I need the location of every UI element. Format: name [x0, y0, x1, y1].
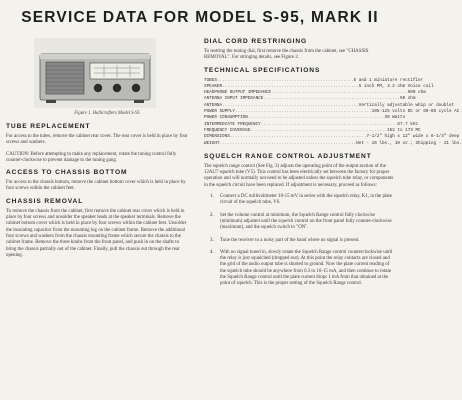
- step-text: Tune the receiver to a noisy part of the band where no signal is present.: [220, 237, 360, 243]
- figure-caption: Figure 1. Hallicrafters Model S-95: [74, 111, 140, 116]
- spec-leader: .....................................................: [260, 121, 398, 127]
- spec-value: 30 Watts: [384, 115, 406, 121]
- step-text: Connect a DC millivoltmeter 10-15 mV in series with the squelch relay, K1, in the plate circuit of the squelch tube, V6.: [220, 194, 392, 206]
- dial-cord-heading: DIAL CORD RESTRINGING: [204, 38, 308, 45]
- page-title: SERVICE DATA FOR MODEL S-95, MARK II: [21, 9, 379, 26]
- tube-replacement-caution: CAUTION: Before attempting to make any replacement, rotate the tuning control fully counter-clockwise to prevent damage to the tuning gang.: [6, 151, 177, 163]
- squelch-paragraph: The squelch range control (See Fig. 3) adjusts the operating point of the output section of the 12AU7 squelch tube (V5). This control has been electrically set between the factory for proper operation and will normally not need to be adjusted unless the squelch tube relay, or components in the squelch circuit have been replaced. If adjustment is necessary, proceed as follows:: [204, 163, 394, 188]
- spec-leader: .....................................................: [229, 134, 367, 140]
- spec-value: 57.7 kHz: [397, 121, 419, 127]
- chassis-access-heading: ACCESS TO CHASSIS BOTTOM: [6, 169, 128, 177]
- step-text: Set the volume control at minimum, the Squelch Range control fully clockwise (minimum) adjusted until the squelch control on the front panel fully counter-clockwise (maximum), and the squelch switch to "ON".: [220, 212, 392, 231]
- spec-label: INTERMEDIATE FREQUENCY: [204, 121, 261, 127]
- spec-leader: .....................................................: [271, 90, 408, 96]
- squelch-steps-list: [204, 194, 394, 288]
- list-item: [204, 238, 394, 244]
- spec-leader: .....................................................: [263, 96, 400, 102]
- spec-leader: .....................................................: [250, 127, 388, 133]
- spec-leader: .....................................................: [216, 77, 354, 83]
- spec-leader: .....................................................: [219, 140, 357, 146]
- radio-illustration: [34, 38, 156, 108]
- spec-label: POWER SUPPLY: [204, 109, 235, 115]
- step-number: 4.: [210, 249, 214, 255]
- spec-row: [204, 140, 462, 147]
- list-item: [204, 250, 394, 288]
- tube-replacement-paragraph-1: For access to the tubes, remove the cabinet rear cover. The rear cover is held in place by four screws and washers.: [6, 134, 188, 146]
- spec-value: 5 inch PM, 3.2 ohm Voice coil: [358, 83, 434, 89]
- squelch-heading: SQUELCH RANGE CONTROL ADJUSTMENT: [204, 152, 372, 160]
- spec-value: 5 and 1 miniature rectifier: [353, 77, 424, 83]
- spec-label: DIMENSIONS: [204, 134, 230, 140]
- spec-label: SPEAKER: [204, 83, 223, 89]
- spec-leader: .....................................................: [234, 109, 372, 115]
- chassis-removal-paragraph: To remove the chassis from the cabinet, first remove the cabinet rear cover which is held in place by four screws and unsolder the speaker leads at the speaker terminals. Remove the cabinet bottom cover which is held in place by four screws within the cabinet feet. Unsolder the insulating capacitor from the mounting lug on the cabinet frame. Remove the additional four screws and washers from the chassis mounting frame which secure the chassis to the cabinet frame. Remove the three knobs from the front panel, and push in on the shafts to bring the chassis partially out of the cabinet. Finally, pull the chassis out through the rear opening.: [6, 208, 187, 258]
- chassis-removal-heading: CHASSIS REMOVAL: [6, 197, 84, 205]
- spec-label: TUBES: [204, 77, 217, 83]
- step-number: 3.: [210, 237, 214, 243]
- dial-cord-paragraph: To restring the tuning dial, first remove the chassis from the cabinet, see "CHASSIS REMOVAL". For stringing details, see Figure 2.: [204, 49, 369, 61]
- spec-label: ANTENNA INPUT IMPEDANCE: [204, 96, 264, 102]
- spec-label: FREQUENCY COVERAGE: [204, 127, 251, 133]
- spec-value: 152 to 173 MC: [387, 127, 421, 133]
- spec-value: 50 ohm: [399, 96, 416, 102]
- tech-specs-list: [204, 77, 462, 147]
- spec-leader: .....................................................: [247, 115, 385, 121]
- spec-value: 7-1/2" high x 12" wide x 6-1/4" deep: [366, 134, 460, 140]
- spec-leader: .....................................................: [222, 102, 359, 108]
- spec-value: 500 ohm: [407, 90, 426, 96]
- step-number: 1.: [210, 194, 214, 200]
- radio-photo: [34, 38, 156, 108]
- step-text: With no signal tuned in, slowly rotate the Squelch Range control counterclockwise until the relay is just squelched (dropped out). At this point the relay contacts are closed and the grid of the audio output tube is shorted to ground. Now the plate current reading of the squelch tube should be anywhere from 0.3 to 10-15 mA, and then continue to rotate the Squelch Range control until the plate current drops 1 mA from that obtained at the point of squelch. This is the proper setting of the Squelch Range control.: [220, 249, 393, 287]
- list-item: [204, 194, 394, 207]
- list-item: [204, 213, 394, 232]
- spec-label: ANTENNA: [204, 102, 223, 108]
- spec-label: POWER CONSUMPTION: [204, 115, 248, 121]
- spec-label: WEIGHT: [204, 140, 220, 146]
- tube-replacement-heading: TUBE REPLACEMENT: [6, 123, 91, 130]
- step-number: 2.: [210, 212, 214, 218]
- spec-value: 105-125 volts DC or 60-60 cycle AC: [371, 109, 460, 115]
- spec-label: HEADPHONE OUTPUT IMPEDANCE: [204, 90, 272, 96]
- spec-value: Net - 16 lbs., 10 oz.; Shipping - 21 lbs.: [356, 140, 462, 146]
- right-column: [204, 38, 462, 294]
- left-column: [6, 38, 188, 264]
- tech-specs-heading: TECHNICAL SPECIFICATIONS: [204, 66, 321, 74]
- chassis-access-paragraph: For access to the chassis bottom, remove the cabinet bottom cover which is held in place by four screws within the cabinet feet.: [6, 180, 186, 192]
- spec-value: Vertically adjustable whip or doublet: [358, 102, 455, 108]
- spec-leader: .....................................................: [222, 83, 359, 89]
